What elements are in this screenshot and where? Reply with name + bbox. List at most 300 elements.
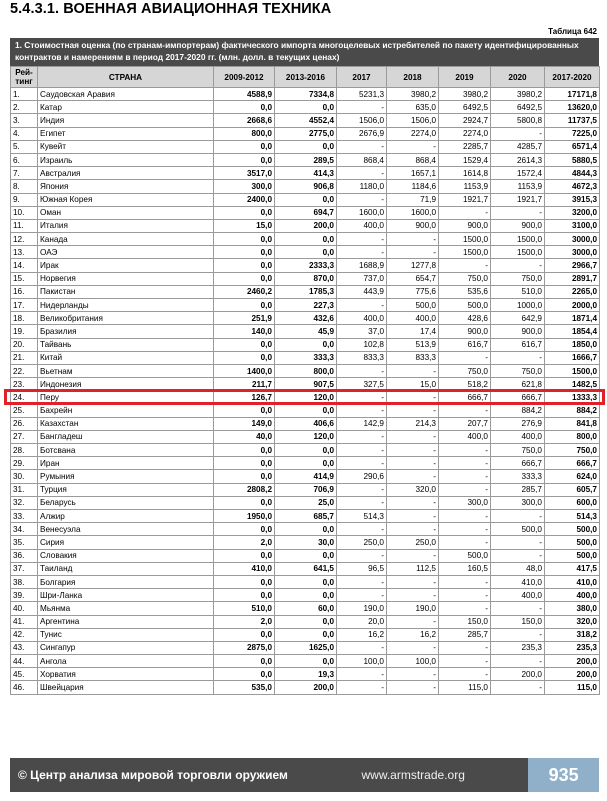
value-cell: 2400,0 bbox=[214, 193, 275, 206]
country-cell: Иран bbox=[38, 457, 214, 470]
rank-cell: 34. bbox=[11, 523, 38, 536]
value-cell: - bbox=[337, 496, 387, 509]
rank-cell: 30. bbox=[11, 470, 38, 483]
value-cell: - bbox=[491, 536, 545, 549]
value-cell: 100,0 bbox=[337, 655, 387, 668]
value-cell: 1850,0 bbox=[545, 338, 600, 351]
value-cell: 285,7 bbox=[439, 628, 491, 641]
rank-cell: 13. bbox=[11, 246, 38, 259]
value-cell: 0,0 bbox=[214, 246, 275, 259]
value-cell: 327,5 bbox=[337, 378, 387, 391]
rank-cell: 7. bbox=[11, 167, 38, 180]
value-cell: - bbox=[387, 233, 439, 246]
rank-cell: 45. bbox=[11, 668, 38, 681]
value-cell: - bbox=[387, 430, 439, 443]
value-cell: - bbox=[337, 246, 387, 259]
table-row bbox=[11, 523, 600, 536]
value-cell: 410,0 bbox=[214, 562, 275, 575]
value-cell: 535,6 bbox=[439, 285, 491, 298]
value-cell: 4285,7 bbox=[491, 140, 545, 153]
value-cell: - bbox=[337, 681, 387, 694]
table-row bbox=[11, 681, 600, 694]
value-cell: 666,7 bbox=[545, 457, 600, 470]
rank-cell: 42. bbox=[11, 628, 38, 641]
country-cell: Ботсвана bbox=[38, 444, 214, 457]
country-cell: Канада bbox=[38, 233, 214, 246]
rank-cell: 16. bbox=[11, 285, 38, 298]
rank-cell: 31. bbox=[11, 483, 38, 496]
table-row bbox=[11, 602, 600, 615]
value-cell: 1506,0 bbox=[387, 114, 439, 127]
country-cell: Вьетнам bbox=[38, 364, 214, 377]
value-cell: 112,5 bbox=[387, 562, 439, 575]
country-cell: Индонезия bbox=[38, 378, 214, 391]
value-cell: 900,0 bbox=[439, 219, 491, 232]
footer-url-link[interactable]: www.armstrade.org bbox=[361, 768, 465, 782]
value-cell: - bbox=[337, 391, 387, 404]
rank-cell: 14. bbox=[11, 259, 38, 272]
value-cell: - bbox=[439, 444, 491, 457]
value-cell: 737,0 bbox=[337, 272, 387, 285]
country-cell: Египет bbox=[38, 127, 214, 140]
value-cell: - bbox=[387, 681, 439, 694]
rank-cell: 17. bbox=[11, 299, 38, 312]
rank-cell: 21. bbox=[11, 351, 38, 364]
table-row bbox=[11, 140, 600, 153]
value-cell: 1184,6 bbox=[387, 180, 439, 193]
value-cell: 666,7 bbox=[491, 457, 545, 470]
value-cell: 0,0 bbox=[275, 589, 337, 602]
value-cell: 142,9 bbox=[337, 417, 387, 430]
value-cell: 200,0 bbox=[545, 655, 600, 668]
column-header-6: 2019 bbox=[439, 67, 491, 88]
value-cell: - bbox=[439, 404, 491, 417]
value-cell: 333,3 bbox=[491, 470, 545, 483]
table-row bbox=[11, 496, 600, 509]
value-cell: 2924,7 bbox=[439, 114, 491, 127]
value-cell: 0,0 bbox=[275, 140, 337, 153]
footer bbox=[10, 758, 599, 792]
value-cell: 500,0 bbox=[439, 549, 491, 562]
rank-cell: 26. bbox=[11, 417, 38, 430]
table-row bbox=[11, 549, 600, 562]
value-cell: 0,0 bbox=[214, 470, 275, 483]
value-cell: 2966,7 bbox=[545, 259, 600, 272]
table-row bbox=[11, 299, 600, 312]
value-cell: 120,0 bbox=[275, 430, 337, 443]
value-cell: - bbox=[439, 523, 491, 536]
value-cell: 160,5 bbox=[439, 562, 491, 575]
value-cell: 60,0 bbox=[275, 602, 337, 615]
value-cell: - bbox=[439, 206, 491, 219]
value-cell: - bbox=[387, 457, 439, 470]
value-cell: - bbox=[439, 589, 491, 602]
value-cell: 510,0 bbox=[491, 285, 545, 298]
value-cell: 1854,4 bbox=[545, 325, 600, 338]
value-cell: 1000,0 bbox=[491, 299, 545, 312]
table-row bbox=[11, 193, 600, 206]
value-cell: - bbox=[387, 404, 439, 417]
value-cell: 518,2 bbox=[439, 378, 491, 391]
value-cell: 410,0 bbox=[491, 575, 545, 588]
column-header-1: СТРАНА bbox=[38, 67, 214, 88]
table-row bbox=[11, 430, 600, 443]
country-cell: ОАЭ bbox=[38, 246, 214, 259]
country-cell: Пакистан bbox=[38, 285, 214, 298]
value-cell: 2333,3 bbox=[275, 259, 337, 272]
value-cell: - bbox=[387, 641, 439, 654]
table-row bbox=[11, 167, 600, 180]
value-cell: 100,0 bbox=[387, 655, 439, 668]
value-cell: 500,0 bbox=[545, 536, 600, 549]
column-header-4: 2017 bbox=[337, 67, 387, 88]
value-cell: - bbox=[337, 233, 387, 246]
value-cell: 250,0 bbox=[337, 536, 387, 549]
value-cell: 800,0 bbox=[545, 430, 600, 443]
value-cell: 17171,8 bbox=[545, 88, 600, 101]
country-cell: Перу bbox=[38, 391, 214, 404]
value-cell: 2614,3 bbox=[491, 153, 545, 166]
value-cell: 414,9 bbox=[275, 470, 337, 483]
table-row bbox=[11, 483, 600, 496]
value-cell: 3200,0 bbox=[545, 206, 600, 219]
value-cell: 0,0 bbox=[275, 523, 337, 536]
value-cell: 290,6 bbox=[337, 470, 387, 483]
country-cell: Беларусь bbox=[38, 496, 214, 509]
value-cell: - bbox=[337, 523, 387, 536]
value-cell: 1153,9 bbox=[439, 180, 491, 193]
country-cell: Аргентина bbox=[38, 615, 214, 628]
value-cell: 2274,0 bbox=[439, 127, 491, 140]
table-row bbox=[11, 246, 600, 259]
table-row bbox=[11, 417, 600, 430]
value-cell: 2668,6 bbox=[214, 114, 275, 127]
value-cell: 500,0 bbox=[545, 549, 600, 562]
value-cell: 0,0 bbox=[214, 404, 275, 417]
value-cell: 1921,7 bbox=[439, 193, 491, 206]
value-cell: 285,7 bbox=[491, 483, 545, 496]
value-cell: 102,8 bbox=[337, 338, 387, 351]
value-cell: - bbox=[337, 575, 387, 588]
table-row bbox=[11, 510, 600, 523]
table-row bbox=[11, 457, 600, 470]
country-cell: Ирак bbox=[38, 259, 214, 272]
table-row bbox=[11, 325, 600, 338]
value-cell: 6492,5 bbox=[439, 101, 491, 114]
value-cell: - bbox=[439, 602, 491, 615]
value-cell: - bbox=[439, 668, 491, 681]
table-row bbox=[11, 444, 600, 457]
value-cell: - bbox=[337, 589, 387, 602]
value-cell: 1572,4 bbox=[491, 167, 545, 180]
value-cell: 0,0 bbox=[214, 299, 275, 312]
country-cell: Италия bbox=[38, 219, 214, 232]
value-cell: 0,0 bbox=[275, 338, 337, 351]
value-cell: 1871,4 bbox=[545, 312, 600, 325]
table-row bbox=[11, 668, 600, 681]
country-cell: Румыния bbox=[38, 470, 214, 483]
value-cell: 428,6 bbox=[439, 312, 491, 325]
table-row bbox=[11, 338, 600, 351]
table-number: Таблица 642 bbox=[548, 27, 597, 36]
value-cell: - bbox=[387, 496, 439, 509]
value-cell: 5231,3 bbox=[337, 88, 387, 101]
value-cell: 0,0 bbox=[214, 655, 275, 668]
value-cell: 750,0 bbox=[439, 272, 491, 285]
value-cell: - bbox=[439, 510, 491, 523]
value-cell: 2265,0 bbox=[545, 285, 600, 298]
value-cell: 514,3 bbox=[545, 510, 600, 523]
value-cell: 500,0 bbox=[491, 523, 545, 536]
value-cell: 0,0 bbox=[214, 206, 275, 219]
value-cell: 750,0 bbox=[439, 364, 491, 377]
value-cell: 605,7 bbox=[545, 483, 600, 496]
country-cell: Бахрейн bbox=[38, 404, 214, 417]
value-cell: 750,0 bbox=[491, 364, 545, 377]
value-cell: 641,5 bbox=[275, 562, 337, 575]
value-cell: - bbox=[491, 351, 545, 364]
value-cell: 1785,3 bbox=[275, 285, 337, 298]
value-cell: 1500,0 bbox=[491, 233, 545, 246]
rank-cell: 11. bbox=[11, 219, 38, 232]
country-cell: Норвегия bbox=[38, 272, 214, 285]
rank-cell: 4. bbox=[11, 127, 38, 140]
country-cell: Япония bbox=[38, 180, 214, 193]
value-cell: 1500,0 bbox=[545, 364, 600, 377]
value-cell: 1614,8 bbox=[439, 167, 491, 180]
value-cell: - bbox=[337, 641, 387, 654]
country-cell: Швейцария bbox=[38, 681, 214, 694]
rank-cell: 44. bbox=[11, 655, 38, 668]
value-cell: 510,0 bbox=[214, 602, 275, 615]
country-cell: Бразилия bbox=[38, 325, 214, 338]
value-cell: 654,7 bbox=[387, 272, 439, 285]
rank-cell: 23. bbox=[11, 378, 38, 391]
value-cell: - bbox=[439, 641, 491, 654]
table-row bbox=[11, 285, 600, 298]
value-cell: 600,0 bbox=[545, 496, 600, 509]
value-cell: 15,0 bbox=[387, 378, 439, 391]
value-cell: - bbox=[337, 549, 387, 562]
value-cell: 2891,7 bbox=[545, 272, 600, 285]
table-row bbox=[11, 114, 600, 127]
value-cell: 3000,0 bbox=[545, 246, 600, 259]
country-cell: Китай bbox=[38, 351, 214, 364]
value-cell: - bbox=[387, 444, 439, 457]
value-cell: 16,2 bbox=[387, 628, 439, 641]
value-cell: 400,0 bbox=[337, 312, 387, 325]
value-cell: - bbox=[337, 140, 387, 153]
value-cell: 140,0 bbox=[214, 325, 275, 338]
value-cell: - bbox=[491, 206, 545, 219]
table-row bbox=[11, 589, 600, 602]
value-cell: - bbox=[337, 193, 387, 206]
value-cell: 214,3 bbox=[387, 417, 439, 430]
value-cell: 514,3 bbox=[337, 510, 387, 523]
rank-cell: 15. bbox=[11, 272, 38, 285]
value-cell: - bbox=[387, 575, 439, 588]
country-cell: Болгария bbox=[38, 575, 214, 588]
rank-cell: 32. bbox=[11, 496, 38, 509]
table-row bbox=[11, 378, 600, 391]
value-cell: 7334,8 bbox=[275, 88, 337, 101]
value-cell: 706,9 bbox=[275, 483, 337, 496]
country-cell: Катар bbox=[38, 101, 214, 114]
value-cell: 1921,7 bbox=[491, 193, 545, 206]
value-cell: 0,0 bbox=[275, 246, 337, 259]
value-cell: 3517,0 bbox=[214, 167, 275, 180]
value-cell: 71,9 bbox=[387, 193, 439, 206]
value-cell: 750,0 bbox=[491, 444, 545, 457]
value-cell: 907,5 bbox=[275, 378, 337, 391]
table-row bbox=[11, 575, 600, 588]
value-cell: - bbox=[337, 483, 387, 496]
value-cell: 200,0 bbox=[275, 681, 337, 694]
value-cell: 48,0 bbox=[491, 562, 545, 575]
country-cell: Оман bbox=[38, 206, 214, 219]
value-cell: 0,0 bbox=[275, 404, 337, 417]
value-cell: 0,0 bbox=[214, 575, 275, 588]
value-cell: 3980,2 bbox=[439, 88, 491, 101]
table-row bbox=[11, 272, 600, 285]
value-cell: 0,0 bbox=[214, 668, 275, 681]
value-cell: 906,8 bbox=[275, 180, 337, 193]
value-cell: - bbox=[491, 549, 545, 562]
value-cell: 20,0 bbox=[337, 615, 387, 628]
value-cell: 1500,0 bbox=[439, 233, 491, 246]
value-cell: 149,0 bbox=[214, 417, 275, 430]
value-cell: 884,2 bbox=[545, 404, 600, 417]
value-cell: - bbox=[387, 549, 439, 562]
value-cell: 900,0 bbox=[387, 219, 439, 232]
rank-cell: 20. bbox=[11, 338, 38, 351]
rank-cell: 28. bbox=[11, 444, 38, 457]
country-cell: Бангладеш bbox=[38, 430, 214, 443]
value-cell: 1277,8 bbox=[387, 259, 439, 272]
value-cell: 235,3 bbox=[491, 641, 545, 654]
value-cell: - bbox=[491, 681, 545, 694]
value-cell: - bbox=[439, 536, 491, 549]
rank-cell: 43. bbox=[11, 641, 38, 654]
import-table bbox=[10, 66, 600, 695]
value-cell: 1657,1 bbox=[387, 167, 439, 180]
table-row bbox=[11, 153, 600, 166]
country-cell: Австралия bbox=[38, 167, 214, 180]
value-cell: 4672,3 bbox=[545, 180, 600, 193]
column-header-8: 2017-2020 bbox=[545, 67, 600, 88]
value-cell: 1666,7 bbox=[545, 351, 600, 364]
value-cell: - bbox=[337, 444, 387, 457]
value-cell: 432,6 bbox=[275, 312, 337, 325]
value-cell: 406,6 bbox=[275, 417, 337, 430]
country-cell: Великобритания bbox=[38, 312, 214, 325]
rank-cell: 22. bbox=[11, 364, 38, 377]
value-cell: - bbox=[387, 391, 439, 404]
value-cell: - bbox=[491, 259, 545, 272]
value-cell: 500,0 bbox=[439, 299, 491, 312]
value-cell: 2460,2 bbox=[214, 285, 275, 298]
rank-cell: 24. bbox=[11, 391, 38, 404]
value-cell: 0,0 bbox=[214, 101, 275, 114]
table-row bbox=[11, 536, 600, 549]
value-cell: 276,9 bbox=[491, 417, 545, 430]
rank-cell: 33. bbox=[11, 510, 38, 523]
value-cell: 150,0 bbox=[491, 615, 545, 628]
value-cell: 666,7 bbox=[439, 391, 491, 404]
value-cell: 616,7 bbox=[439, 338, 491, 351]
value-cell: - bbox=[439, 575, 491, 588]
page-title: 5.4.3.1. ВОЕННАЯ АВИАЦИОННАЯ ТЕХНИКА bbox=[10, 1, 332, 17]
rank-cell: 39. bbox=[11, 589, 38, 602]
value-cell: 6571,4 bbox=[545, 140, 600, 153]
value-cell: 0,0 bbox=[214, 457, 275, 470]
value-cell: - bbox=[387, 140, 439, 153]
table-row bbox=[11, 364, 600, 377]
table-row bbox=[11, 562, 600, 575]
value-cell: - bbox=[337, 167, 387, 180]
value-cell: 4844,3 bbox=[545, 167, 600, 180]
country-cell: Сирия bbox=[38, 536, 214, 549]
rank-cell: 18. bbox=[11, 312, 38, 325]
value-cell: 0,0 bbox=[275, 628, 337, 641]
table-row bbox=[11, 88, 600, 101]
value-cell: 3980,2 bbox=[387, 88, 439, 101]
rank-cell: 35. bbox=[11, 536, 38, 549]
value-cell: 150,0 bbox=[439, 615, 491, 628]
country-cell: Казахстан bbox=[38, 417, 214, 430]
value-cell: 3915,3 bbox=[545, 193, 600, 206]
value-cell: 0,0 bbox=[275, 444, 337, 457]
value-cell: 2775,0 bbox=[275, 127, 337, 140]
value-cell: 900,0 bbox=[491, 325, 545, 338]
value-cell: 3980,2 bbox=[491, 88, 545, 101]
country-cell: Хорватия bbox=[38, 668, 214, 681]
value-cell: 0,0 bbox=[275, 193, 337, 206]
value-cell: 500,0 bbox=[387, 299, 439, 312]
value-cell: 1600,0 bbox=[387, 206, 439, 219]
value-cell: - bbox=[439, 483, 491, 496]
value-cell: - bbox=[337, 668, 387, 681]
value-cell: 1688,9 bbox=[337, 259, 387, 272]
value-cell: 1333,3 bbox=[545, 391, 600, 404]
value-cell: 400,0 bbox=[387, 312, 439, 325]
country-cell: Алжир bbox=[38, 510, 214, 523]
value-cell: - bbox=[491, 655, 545, 668]
value-cell: - bbox=[337, 364, 387, 377]
value-cell: 16,2 bbox=[337, 628, 387, 641]
value-cell: 750,0 bbox=[491, 272, 545, 285]
rank-cell: 40. bbox=[11, 602, 38, 615]
value-cell: 0,0 bbox=[275, 101, 337, 114]
value-cell: 900,0 bbox=[439, 325, 491, 338]
table-row bbox=[11, 206, 600, 219]
table-caption: 1. Стоимостная оценка (по странам-импортерам) фактического импорта многоцелевых истребителей по пакету идентифицированных контрактов и намерениям в период 2017-2020 гг. (млн. долл. в текущих ценах) bbox=[10, 38, 599, 66]
value-cell: 126,7 bbox=[214, 391, 275, 404]
value-cell: - bbox=[439, 351, 491, 364]
country-cell: Таиланд bbox=[38, 562, 214, 575]
value-cell: 624,0 bbox=[545, 470, 600, 483]
value-cell: 120,0 bbox=[275, 391, 337, 404]
value-cell: 227,3 bbox=[275, 299, 337, 312]
rank-cell: 1. bbox=[11, 88, 38, 101]
value-cell: 1506,0 bbox=[337, 114, 387, 127]
country-cell: Ангола bbox=[38, 655, 214, 668]
value-cell: 380,0 bbox=[545, 602, 600, 615]
value-cell: 2285,7 bbox=[439, 140, 491, 153]
country-cell: Тунис bbox=[38, 628, 214, 641]
value-cell: 870,0 bbox=[275, 272, 337, 285]
value-cell: 833,3 bbox=[337, 351, 387, 364]
